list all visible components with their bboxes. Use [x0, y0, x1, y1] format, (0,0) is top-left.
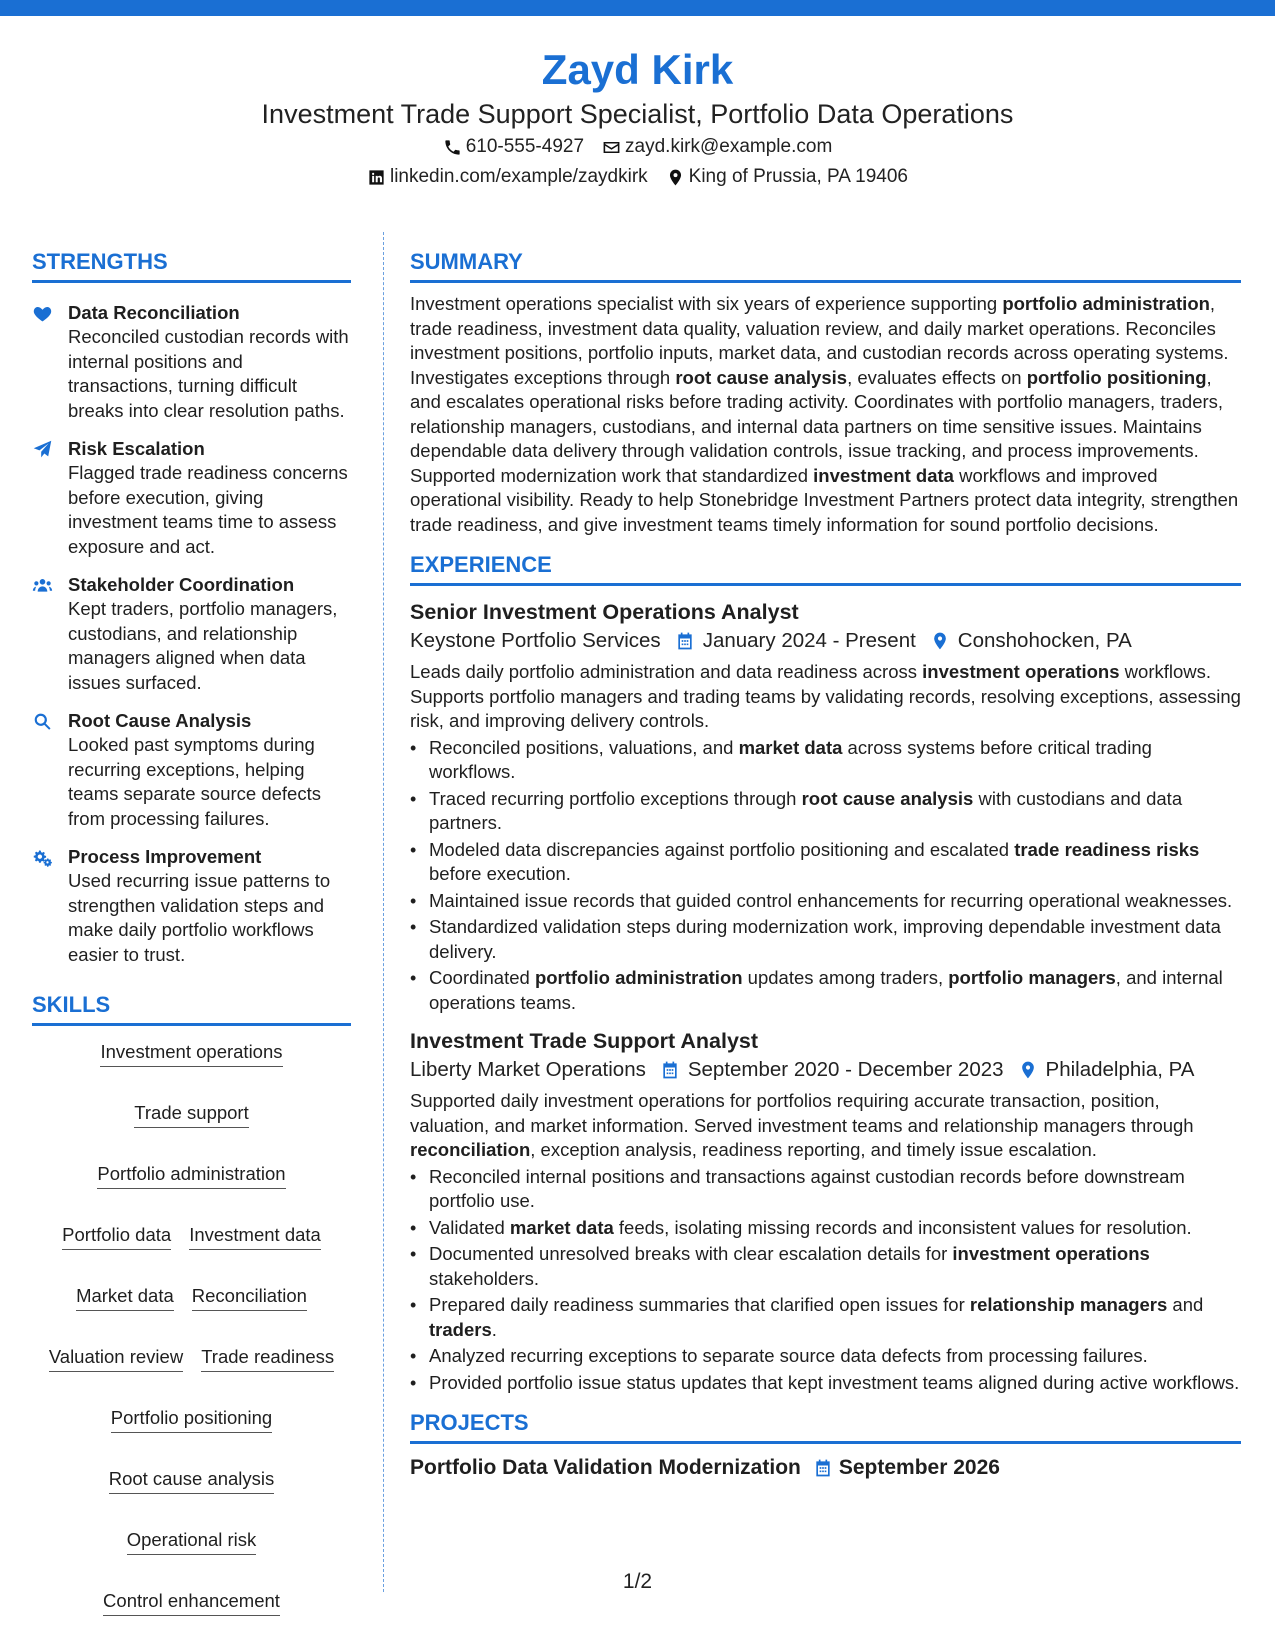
text-segment: , and internal operations teams. — [429, 967, 1223, 1013]
strength-title: Risk Escalation — [68, 438, 205, 459]
linkedin-icon — [367, 168, 386, 187]
heart-icon — [32, 303, 53, 324]
text-segment: across systems before critical trading workflows. — [429, 736, 1152, 782]
skill-tag: Portfolio positioning — [111, 1406, 272, 1433]
text-segment: Leads daily portfolio administration and data readiness across — [410, 661, 923, 682]
strength-desc: Looked past symptoms during recurring exceptions, helping teams separate source defects from processing failures. — [68, 734, 321, 829]
skill-tag: Investment operations — [100, 1040, 282, 1067]
projects-heading: PROJECTS — [410, 1409, 1241, 1444]
calendar-icon — [660, 1060, 680, 1080]
strength-desc: Reconciled custodian records with internal positions and transactions, turning difficult breaks into clear resolution paths. — [68, 326, 349, 421]
text-segment: Standardized validation steps during modernization work, improving dependable investment data delivery. — [429, 916, 1221, 962]
job-bullet — [410, 915, 1241, 964]
text-segment: Provided portfolio issue status updates that kept investment teams aligned during active workflows. — [429, 1371, 1240, 1393]
contact-row-2 — [0, 162, 1275, 192]
skills-list — [32, 1040, 351, 1616]
strengths-list — [32, 301, 351, 967]
job-bullet — [410, 1242, 1241, 1291]
bold-text: root cause analysis — [801, 787, 974, 809]
job-description — [410, 1089, 1241, 1163]
project-entry — [410, 1454, 1241, 1482]
job-bullet — [410, 1344, 1241, 1369]
project-title: Portfolio Data Validation Modernization — [410, 1456, 801, 1479]
summary-heading: SUMMARY — [410, 248, 1241, 283]
text-segment: workflows. Supports portfolio managers and trading teams by validating records, resolving exceptions, assessing risk, and improving delivery controls. — [410, 661, 1241, 731]
strength-body — [68, 301, 351, 423]
linkedin-contact[interactable] — [367, 162, 648, 192]
text-segment: updates among traders, — [742, 967, 949, 988]
text-segment: . — [491, 1318, 497, 1340]
strength-icon-wrap — [32, 709, 54, 831]
text-segment: and — [1167, 1294, 1204, 1315]
text-segment: stakeholders. — [429, 1267, 540, 1289]
job-bullet — [410, 1165, 1241, 1214]
skill-tag: Reconciliation — [192, 1284, 307, 1311]
bold-text: root cause analysis — [675, 366, 848, 388]
left-column — [32, 248, 351, 1616]
job-title: Investment Trade Support Analyst — [410, 1029, 759, 1053]
job-bullet — [410, 889, 1241, 914]
bold-text: reconciliation — [410, 1139, 531, 1160]
strength-item — [32, 709, 351, 831]
job-dates: January 2024 - Present — [702, 629, 916, 652]
bold-text: relationship managers — [969, 1294, 1168, 1315]
gears-icon — [32, 847, 53, 868]
bold-text: investment operations — [922, 661, 1120, 682]
strength-title: Stakeholder Coordination — [68, 574, 295, 595]
users-icon — [32, 575, 53, 596]
strength-body — [68, 845, 351, 967]
job-bullet — [410, 1216, 1241, 1241]
strength-body — [68, 437, 351, 559]
bold-text: investment data — [813, 464, 954, 486]
map-pin-icon — [666, 168, 685, 187]
strength-desc: Kept traders, portfolio managers, custodians, and relationship managers aligned when data issues surfaced. — [68, 598, 338, 693]
bold-text: trade readiness risks — [1014, 838, 1200, 860]
phone-contact — [443, 132, 584, 162]
location-contact — [666, 162, 908, 192]
contact-row-1 — [0, 132, 1275, 162]
text-segment: Analyzed recurring exceptions to separate source data defects from processing failures. — [429, 1345, 1148, 1366]
text-segment: feeds, isolating missing records and inconsistent values for resolution. — [613, 1216, 1192, 1238]
text-segment: workflows and improved operational visibility. Ready to help Stonebridge Investment Partners protect data integrity, strengthen trade readiness, and give investment teams timely information for sound portfolio decisions. — [410, 464, 1239, 535]
skill-tag: Portfolio administration — [97, 1162, 285, 1189]
top-accent-bar — [0, 0, 1275, 16]
linkedin-text: linkedin.com/example/zaydkirk — [389, 166, 648, 187]
project-date: September 2026 — [838, 1456, 1000, 1479]
job-date-icon-wrap — [675, 631, 695, 651]
job-bullet — [410, 1371, 1241, 1396]
strength-icon-wrap — [32, 437, 54, 559]
strength-item — [32, 573, 351, 695]
job-bullets — [410, 1165, 1241, 1396]
job-entry — [410, 1027, 1241, 1395]
text-segment: Coordinated — [429, 967, 535, 988]
text-segment: Investment operations specialist with six years of experience supporting — [410, 293, 1003, 314]
text-segment: before execution. — [429, 863, 571, 884]
strength-item — [32, 301, 351, 423]
candidate-name: Zayd Kirk — [541, 46, 734, 93]
strength-icon-wrap — [32, 573, 54, 695]
bold-text: portfolio positioning — [1026, 366, 1207, 388]
location-text: King of Prussia, PA 19406 — [688, 166, 909, 187]
text-segment: Traced recurring portfolio exceptions through — [429, 787, 802, 809]
job-company: Keystone Portfolio Services — [410, 629, 661, 652]
skill-tag: Control enhancement — [103, 1589, 280, 1616]
job-bullet — [410, 736, 1241, 785]
job-meta — [410, 626, 1241, 656]
job-location-icon-wrap — [1018, 1060, 1038, 1080]
job-bullet — [410, 787, 1241, 836]
strength-body — [68, 709, 351, 831]
job-location: Conshohocken, PA — [957, 629, 1132, 652]
job-location: Philadelphia, PA — [1045, 1058, 1195, 1081]
text-segment: Modeled data discrepancies against portfolio positioning and escalated — [429, 838, 1015, 860]
job-bullets — [410, 736, 1241, 1016]
strength-title: Root Cause Analysis — [68, 710, 252, 731]
text-segment: Reconciled internal positions and transactions against custodian records before downstream portfolio use. — [429, 1165, 1185, 1211]
strength-icon-wrap — [32, 301, 54, 423]
skill-tag: Investment data — [189, 1223, 321, 1250]
column-divider — [383, 232, 384, 1592]
strength-item — [32, 845, 351, 967]
text-segment: Prepared daily readiness summaries that clarified open issues for — [429, 1294, 970, 1315]
map-pin-icon — [1018, 1060, 1038, 1080]
bold-text: traders — [429, 1318, 492, 1340]
envelope-icon — [602, 138, 621, 157]
job-bullet — [410, 966, 1241, 1015]
text-segment: Reconciled positions, valuations, and — [429, 736, 739, 758]
job-bullet — [410, 838, 1241, 887]
strength-item — [32, 437, 351, 559]
resume-header — [0, 44, 1275, 192]
skill-tag: Trade support — [134, 1101, 249, 1128]
job-company: Liberty Market Operations — [410, 1058, 646, 1081]
phone-icon — [443, 138, 462, 157]
text-segment: , and escalates operational risks before trading activity. Coordinates with portfolio managers, traders, relationship managers, custodians, and internal data partners on time sensitive issues. Maintains dependable data delivery through validation controls, issue tracking, and process improvements. Supported modernization work that standardized — [410, 366, 1224, 486]
text-segment: with custodians and data partners. — [429, 787, 1183, 833]
experience-list — [410, 598, 1241, 1395]
job-meta — [410, 1055, 1241, 1085]
bold-text: market data — [509, 1216, 614, 1238]
text-segment: , exception analysis, readiness reporting, and timely issue escalation. — [530, 1139, 1097, 1160]
bold-text: portfolio administration — [1002, 293, 1210, 314]
skill-tag: Market data — [76, 1284, 174, 1311]
phone-text: 610-555-4927 — [465, 136, 585, 157]
job-entry — [410, 598, 1241, 1015]
bold-text: portfolio managers — [948, 967, 1116, 988]
experience-heading: EXPERIENCE — [410, 551, 1241, 586]
calendar-icon — [813, 1458, 833, 1478]
paper-plane-icon — [32, 439, 53, 460]
job-title: Senior Investment Operations Analyst — [410, 600, 799, 624]
email-text: zayd.kirk@example.com — [625, 136, 833, 157]
text-segment: Maintained issue records that guided control enhancements for recurring operational weaknesses. — [429, 889, 1233, 911]
skill-tag: Trade readiness — [201, 1345, 334, 1372]
project-date-icon-wrap — [813, 1458, 833, 1478]
job-dates: September 2020 - December 2023 — [687, 1058, 1004, 1081]
email-contact[interactable] — [602, 132, 832, 162]
map-pin-icon — [930, 631, 950, 651]
strength-icon-wrap — [32, 845, 54, 967]
skill-tag: Portfolio data — [62, 1223, 171, 1250]
candidate-title: Investment Trade Support Specialist, Portfolio Data Operations — [261, 99, 1014, 129]
bold-text: market data — [738, 736, 843, 758]
text-segment: , evaluates effects on — [847, 366, 1027, 388]
strength-desc: Flagged trade readiness concerns before execution, giving investment teams time to assess exposure and act. — [68, 462, 348, 557]
job-bullet — [410, 1293, 1241, 1342]
strength-title: Data Reconciliation — [68, 302, 240, 323]
projects-list — [410, 1454, 1241, 1482]
summary-paragraph — [410, 292, 1241, 537]
bold-text: investment operations — [952, 1243, 1150, 1264]
skill-tag: Root cause analysis — [109, 1467, 275, 1494]
page-number: 1/2 — [622, 1570, 653, 1593]
text-segment: Validated — [429, 1216, 510, 1238]
text-segment: , trade readiness, investment data quality, valuation review, and daily market operations. Reconciles investment positions, portfolio inputs, market data, and custodian records across operating systems. Investigates exceptions through — [410, 293, 1229, 388]
right-column — [410, 248, 1241, 1482]
text-segment: Supported daily investment operations for portfolios requiring accurate transaction, position, valuation, and market information. Served investment teams and relationship managers through — [410, 1090, 1194, 1136]
skill-tag: Valuation review — [49, 1345, 183, 1372]
strength-body — [68, 573, 351, 695]
strengths-heading: STRENGTHS — [32, 248, 351, 283]
text-segment: Documented unresolved breaks with clear escalation details for — [429, 1243, 953, 1264]
skills-heading: SKILLS — [32, 991, 351, 1026]
job-description — [410, 660, 1241, 734]
strength-desc: Used recurring issue patterns to strengthen validation steps and make daily portfolio workflows easier to trust. — [68, 870, 331, 965]
calendar-icon — [675, 631, 695, 651]
bold-text: portfolio administration — [534, 967, 743, 988]
job-location-icon-wrap — [930, 631, 950, 651]
strength-title: Process Improvement — [68, 846, 262, 867]
search-icon — [32, 711, 53, 732]
job-date-icon-wrap — [660, 1060, 680, 1080]
skill-tag: Operational risk — [127, 1528, 257, 1555]
